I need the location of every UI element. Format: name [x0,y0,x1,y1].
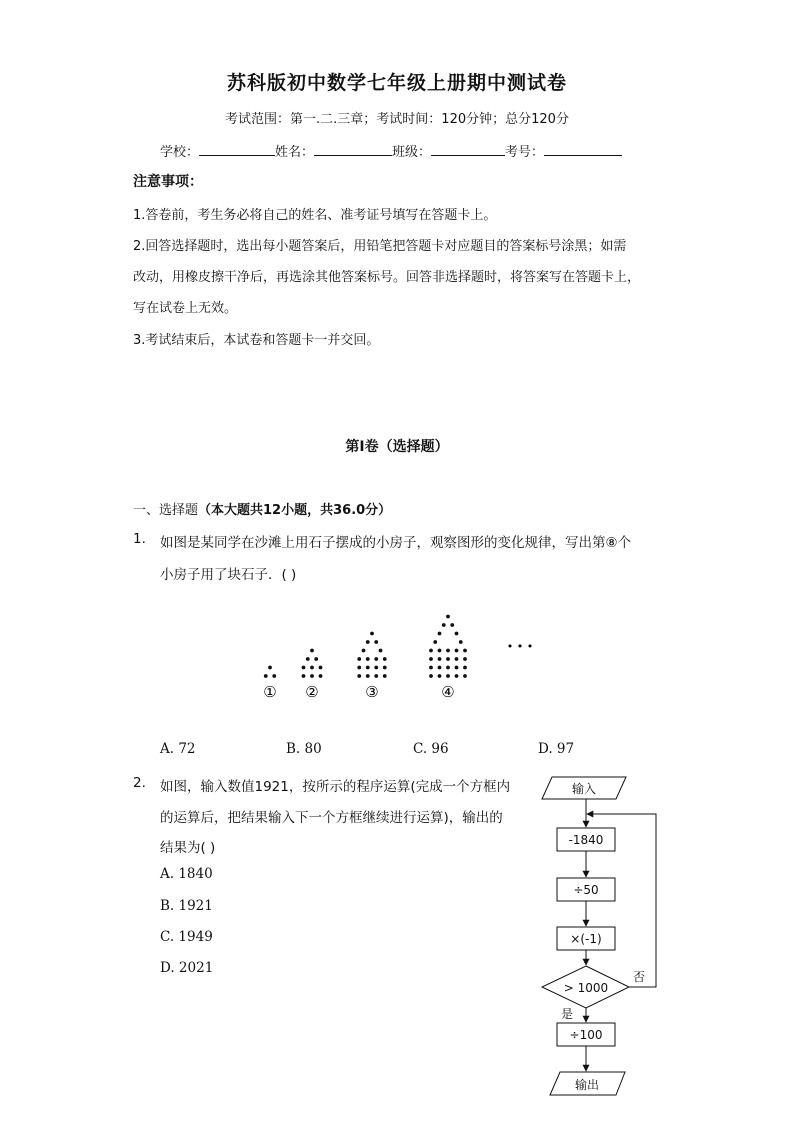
house-4-dot [463,649,467,653]
house-4-dot [446,674,450,678]
student-info-line [160,141,622,160]
house-4-dot [438,674,442,678]
step4-label: ÷100 [569,1028,603,1042]
q2-number: 2. [133,775,146,791]
house-3-dot [357,674,361,678]
house-4-dot [446,649,450,653]
part-heading [133,499,391,518]
q1-stem-line2: 小房子用了块石子．( ) [160,567,297,583]
house-2-dot [319,666,323,670]
house-3-dot [366,640,370,644]
house-4-dot [433,640,437,644]
house-2-dot [314,657,318,661]
house-2-dot [319,674,323,678]
house-4-dot [463,674,467,678]
q2-option-d[interactable]: D. 2021 [160,960,214,976]
house-2-dot [310,649,314,653]
q1-number: 1. [133,531,146,547]
house-3-dot [357,666,361,670]
q1-option-d[interactable]: D. 97 [538,741,575,757]
school-label: 学校： [160,145,200,160]
house-4-dot [438,666,442,670]
step3-label: ×(-1) [570,932,602,946]
q2-stem-line2: 的运算后，把结果输入下一个方框继续进行运算)，输出的 [160,810,503,826]
q2-stem-line3: 结果为( ) [160,840,216,856]
house-2-dot [310,666,314,670]
class-label: 班级： [392,145,432,160]
house-4-dot [429,674,433,678]
house-1-dot [272,674,276,678]
section-title: 第I卷（选择题） [345,439,449,455]
house-3-dot [366,666,370,670]
house-3-dot [362,649,366,653]
house-4-dot [446,666,450,670]
note-item: 3.考试结束后，本试卷和答题卡一并交回。 [133,333,380,348]
q1-option-c[interactable]: C. 96 [413,741,449,757]
notes-title: 注意事项： [133,174,203,190]
house-3-dot [374,666,378,670]
stone-houses-figure [250,582,540,707]
house-3-dot [357,657,361,661]
q2-option-c[interactable]: C. 1949 [160,929,213,945]
house-4-dot [459,640,463,644]
house-3-dot [374,657,378,661]
house-3-dot [383,657,387,661]
house-4-dot [463,657,467,661]
condition-label: > 1000 [563,981,609,995]
input-label: 输入 [571,782,597,796]
house-3-dot [366,657,370,661]
house-1-dot [264,674,268,678]
house-3-dot [379,649,383,653]
part-detail: （本大题共12小题，共36.0分） [198,503,392,518]
house-label-3: ③ [365,683,379,701]
house-2-dot [302,674,306,678]
house-4-dot [463,666,467,670]
class-blank[interactable] [431,143,505,156]
continuation-ellipsis: • • • [506,640,534,653]
house-3-dot [383,674,387,678]
step2-label: ÷50 [573,883,599,897]
house-3-dot [366,674,370,678]
house-3-dot [370,632,374,636]
part-prefix: 一、选择题 [133,503,199,518]
house-4-dot [446,657,450,661]
q2-option-b[interactable]: B. 1921 [160,898,213,914]
house-4-dot [429,666,433,670]
house-4-dot [438,657,442,661]
house-3-dot [383,666,387,670]
q2-stem-line1: 如图，输入数值1921，按所示的程序运算(完成一个方框内 [160,779,511,795]
house-1-dot [268,666,272,670]
id-label: 考号： [505,145,545,160]
house-3-dot [374,640,378,644]
note-item: 改动，用橡皮擦干净后，再选涂其他答案标号。回答非选择题时，将答案写在答题卡上， [133,270,641,285]
house-label-2: ② [305,683,319,701]
note-item: 2.回答选择题时，选出每小题答案后，用铅笔把答题卡对应题目的答案标号涂黑；如需 [133,239,627,254]
q1-option-a[interactable]: A. 72 [160,741,196,757]
name-blank[interactable] [314,143,392,156]
house-2-dot [310,674,314,678]
house-4-dot [438,649,442,653]
house-3-dot [374,674,378,678]
house-4-dot [455,632,459,636]
house-4-dot [429,657,433,661]
note-item: 写在试卷上无效。 [133,301,238,316]
house-4-dot [442,623,446,627]
page-title: 苏科版初中数学七年级上册期中测试卷 [226,72,567,94]
program-flowchart [530,770,670,1105]
house-2-dot [306,657,310,661]
house-4-dot [455,657,459,661]
house-2-dot [302,666,306,670]
exam-scope: 考试范围：第一.二.三章；考试时间：120分钟；总分120分 [225,112,569,127]
house-4-dot [446,615,450,619]
house-4-dot [438,632,442,636]
output-label: 输出 [574,1078,600,1092]
q2-option-a[interactable]: A. 1840 [160,866,213,882]
name-label: 姓名： [275,145,315,160]
house-4-dot [455,666,459,670]
q1-option-b[interactable]: B. 80 [286,741,322,757]
step1-label: -1840 [568,833,604,847]
house-label-1: ① [263,683,277,701]
house-4-dot [455,674,459,678]
id-blank[interactable] [544,143,622,156]
house-4-dot [455,649,459,653]
school-blank[interactable] [199,143,275,156]
yes-label: 是 [560,1007,574,1021]
q1-stem-line1: 如图是某同学在沙滩上用石子摆成的小房子，观察图形的变化规律，写出第⑧个 [160,535,632,551]
no-label: 否 [632,970,646,984]
note-item: 1.答卷前，考生务必将自己的姓名、准考证号填写在答题卡上。 [133,208,497,223]
house-label-4: ④ [441,683,455,701]
house-4-dot [450,623,454,627]
house-4-dot [429,649,433,653]
